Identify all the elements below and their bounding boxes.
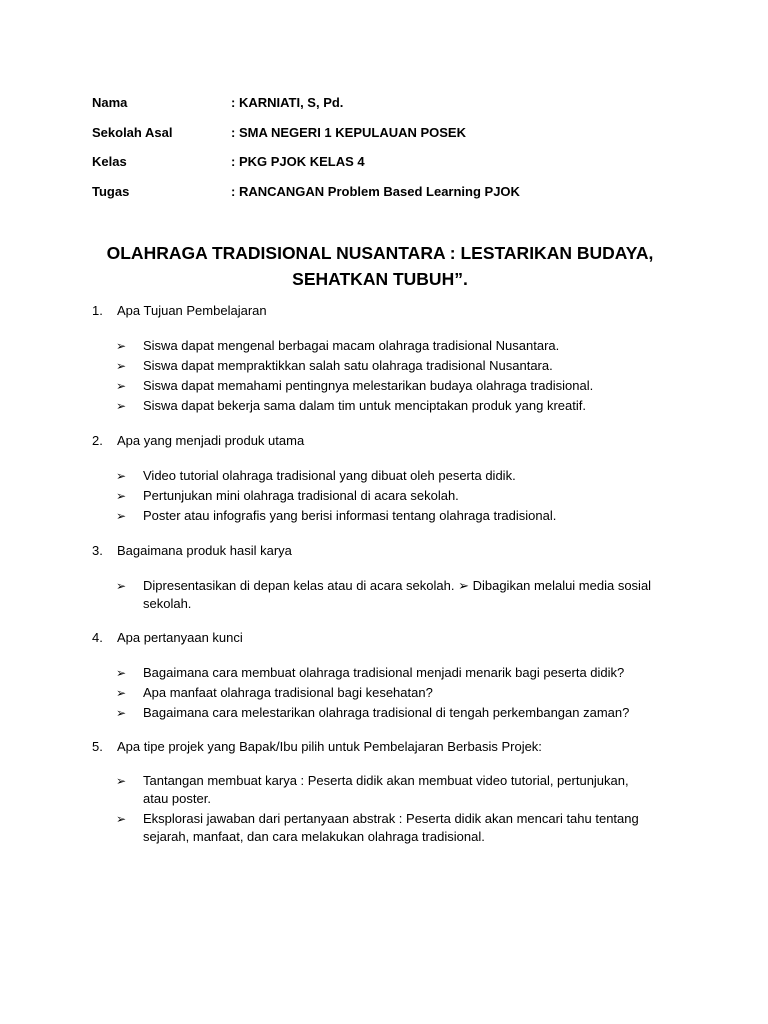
identity-row-nama	[92, 88, 692, 118]
identity-table	[92, 88, 692, 206]
list-item-text: Video tutorial olahraga tradisional yang dibuat oleh peserta didik.	[143, 468, 516, 483]
bullet-list	[116, 664, 692, 722]
list-item-text: Poster atau infografis yang berisi informasi tentang olahraga tradisional.	[143, 508, 557, 523]
identity-value: : RANCANGAN Problem Based Learning PJOK	[231, 183, 520, 199]
arrow-bullet-icon: ➢	[116, 339, 127, 353]
identity-label: Tugas	[92, 183, 130, 199]
section-heading-text: Bagaimana produk hasil karya	[117, 543, 292, 558]
list-item	[116, 467, 692, 485]
section-heading-text: Apa tipe projek yang Bapak/Ibu pilih untuk Pembelajaran Berbasis Projek:	[117, 739, 542, 754]
arrow-bullet-icon: ➢	[116, 666, 127, 680]
section-4	[92, 628, 692, 722]
section-3	[92, 541, 692, 613]
list-item	[116, 377, 692, 395]
document-title	[80, 240, 680, 292]
arrow-bullet-icon: ➢	[116, 579, 127, 593]
section-2	[92, 431, 692, 525]
section-number: 2.	[92, 433, 103, 448]
list-item-text: Siswa dapat mengenal berbagai macam olahraga tradisional Nusantara.	[143, 338, 560, 353]
arrow-bullet-icon: ➢	[116, 469, 127, 483]
list-item	[116, 487, 692, 505]
section-heading	[92, 628, 692, 648]
list-item-text: Tantangan membuat karya : Peserta didik akan membuat video tutorial, pertunjukan, atau poster.	[143, 773, 629, 806]
list-item-text: Bagaimana cara membuat olahraga tradisional menjadi menarik bagi peserta didik?	[143, 665, 625, 680]
bullet-list	[116, 467, 692, 525]
section-heading	[92, 301, 692, 321]
list-item	[116, 397, 692, 415]
question-sections	[92, 301, 692, 848]
list-item-text: Apa manfaat olahraga tradisional bagi kesehatan?	[143, 685, 433, 700]
list-item-text: Siswa dapat memahami pentingnya melestarikan budaya olahraga tradisional.	[143, 378, 594, 393]
section-5	[92, 737, 692, 846]
list-item-text: Dipresentasikan di depan kelas atau di acara sekolah. ➢ Dibagikan melalui media sosial sekolah.	[143, 578, 652, 611]
list-item	[116, 772, 692, 808]
list-item	[116, 577, 692, 613]
list-item	[116, 704, 692, 722]
arrow-bullet-icon: ➢	[116, 489, 127, 503]
section-heading-text: Apa Tujuan Pembelajaran	[117, 303, 267, 318]
identity-label: Sekolah Asal	[92, 124, 173, 140]
list-item	[116, 357, 692, 375]
arrow-bullet-icon: ➢	[116, 509, 127, 523]
list-item-text: Eksplorasi jawaban dari pertanyaan abstrak : Peserta didik akan mencari tahu tentang sejarah, manfaat, dan cara melakukan olahraga tradisional.	[143, 811, 639, 844]
section-1	[92, 301, 692, 415]
section-heading-text: Apa pertanyaan kunci	[117, 630, 243, 645]
section-number: 5.	[92, 739, 103, 754]
section-heading	[92, 737, 692, 757]
list-item-text: Bagaimana cara melestarikan olahraga tradisional di tengah perkembangan zaman?	[143, 705, 630, 720]
identity-row-tugas	[92, 177, 692, 207]
list-item	[116, 664, 692, 682]
document-title-line-1: OLAHRAGA TRADISIONAL NUSANTARA : LESTARIKAN BUDAYA,	[106, 243, 654, 263]
section-number: 4.	[92, 630, 103, 645]
list-item-text: Siswa dapat mempraktikkan salah satu olahraga tradisional Nusantara.	[143, 358, 553, 373]
list-item	[116, 684, 692, 702]
list-item	[116, 337, 692, 355]
section-heading	[92, 431, 692, 451]
arrow-bullet-icon: ➢	[116, 379, 127, 393]
bullet-list	[116, 772, 692, 846]
identity-value: : KARNIATI, S, Pd.	[231, 95, 344, 111]
identity-value: : SMA NEGERI 1 KEPULAUAN POSEK	[231, 124, 466, 140]
arrow-bullet-icon: ➢	[116, 812, 127, 826]
identity-row-kelas	[92, 147, 692, 177]
list-item	[116, 810, 692, 846]
list-item	[116, 507, 692, 525]
identity-label: Kelas	[92, 154, 127, 170]
identity-row-sekolah	[92, 118, 692, 148]
bullet-list	[116, 337, 692, 415]
arrow-bullet-icon: ➢	[116, 399, 127, 413]
document-title-line-2: SEHATKAN TUBUH”.	[292, 269, 468, 289]
section-heading	[92, 541, 692, 561]
identity-value: : PKG PJOK KELAS 4	[231, 154, 365, 170]
list-item-text: Pertunjukan mini olahraga tradisional di acara sekolah.	[143, 488, 459, 503]
section-number: 1.	[92, 303, 103, 318]
section-number: 3.	[92, 543, 103, 558]
bullet-list	[116, 577, 692, 613]
arrow-bullet-icon: ➢	[116, 706, 127, 720]
arrow-bullet-icon: ➢	[116, 359, 127, 373]
section-heading-text: Apa yang menjadi produk utama	[117, 433, 305, 448]
arrow-bullet-icon: ➢	[116, 686, 127, 700]
arrow-bullet-icon: ➢	[116, 774, 127, 788]
identity-label: Nama	[92, 95, 128, 111]
list-item-text: Siswa dapat bekerja sama dalam tim untuk menciptakan produk yang kreatif.	[143, 398, 586, 413]
